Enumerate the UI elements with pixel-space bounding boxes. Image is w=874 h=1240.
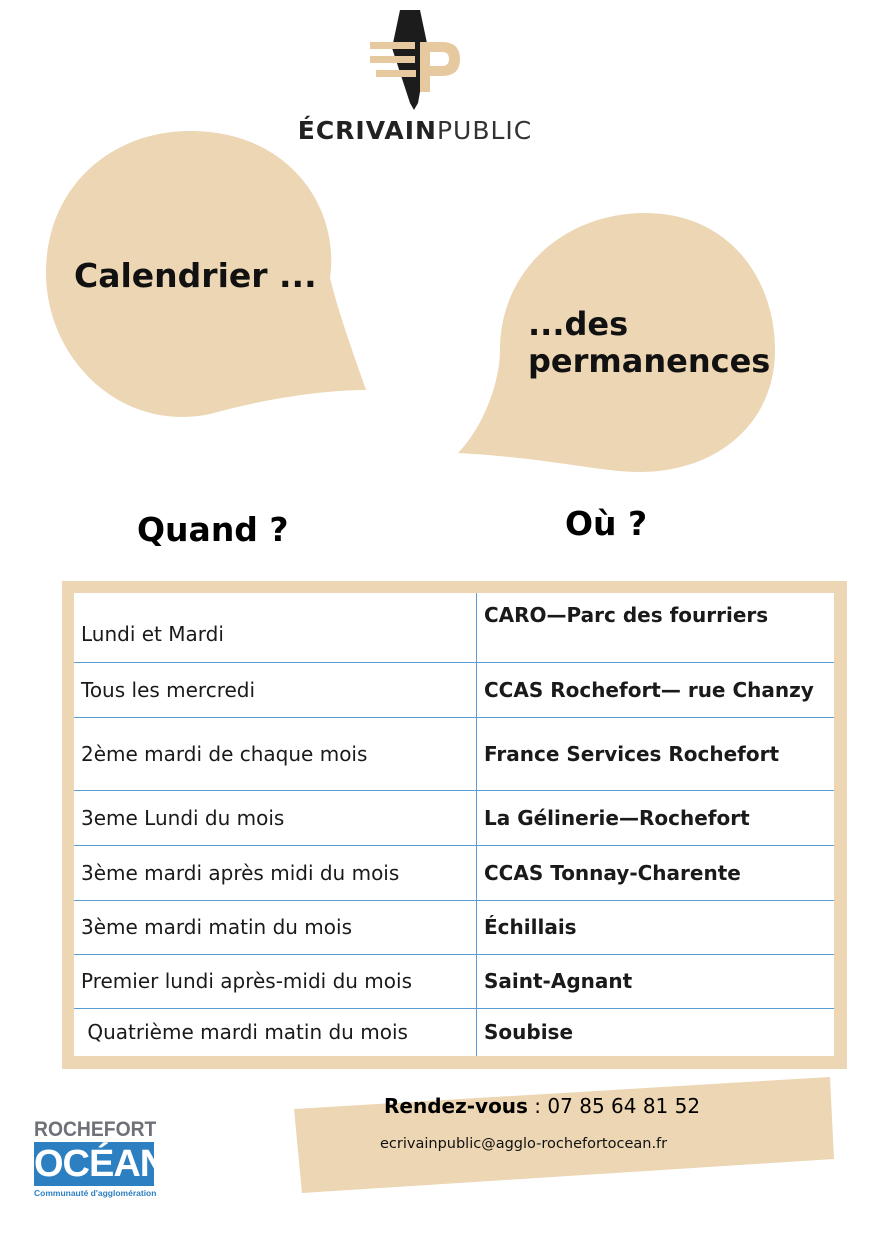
table-row [74,900,834,954]
cell-where: Soubise [484,1020,574,1045]
rochefort-ocean-logo [34,1118,167,1202]
cell-when: Premier lundi après-midi du mois [74,954,477,1008]
logo-brand-light: PUBLIC [436,116,533,145]
email-address: ecrivainpublic@agglo-rochefortocean.fr [380,1136,668,1152]
cell-when: Tous les mercredi [74,662,477,717]
schedule-table [74,593,834,1056]
cell-when: 2ème mardi de chaque mois [74,717,477,790]
bubble-right-line1: ...des [528,305,629,343]
logo-subtitle: Communauté d'agglomération [34,1188,157,1198]
cell-where: La Gélinerie—Rochefort [477,790,835,845]
cell-where: France Services Rochefort [477,717,835,790]
phone-number: 07 85 64 81 52 [547,1094,701,1118]
cell-where: CARO—Parc des fourriers [477,593,835,662]
heading-where: Où ? [565,504,648,543]
table-row [74,593,834,662]
bubble-right-text [528,306,770,380]
ecrivain-public-logo [280,8,550,143]
cell-when: 3eme Lundi du mois [74,790,477,845]
cell-when: 3ème mardi matin du mois [74,900,477,954]
cell-where: Saint-Agnant [477,954,835,1008]
cell-where: Échillais [477,900,835,954]
heading-when: Quand ? [137,510,289,549]
cell-where: CCAS Tonnay-Charente [477,845,835,900]
schedule-frame [62,581,847,1069]
table-row [74,845,834,900]
cell-when: Lundi et Mardi [74,593,477,662]
appointment-line [384,1094,700,1118]
appointment-label: Rendez-vous [384,1094,528,1118]
schedule-table-wrapper [74,593,834,1056]
appointment-separator: : [527,1094,548,1118]
bubble-right-line2: permanences [528,342,771,380]
fountain-pen-icon [370,8,465,113]
table-row [74,954,834,1008]
table-row [74,717,834,790]
logo-rochefort: ROCHEFORT [34,1118,157,1141]
logo-brand-bold: ÉCRIVAIN [297,116,437,145]
cell-where: CCAS Rochefort— rue Chanzy [477,662,835,717]
table-row [74,662,834,717]
bubble-left-text: Calendrier ... [74,256,317,295]
table-row [74,1008,834,1056]
cell-when: Quatrième mardi matin du mois [74,1008,477,1056]
logo-ocean: OCÉAN [34,1143,167,1185]
cell-when: 3ème mardi après midi du mois [74,845,477,900]
table-row [74,790,834,845]
